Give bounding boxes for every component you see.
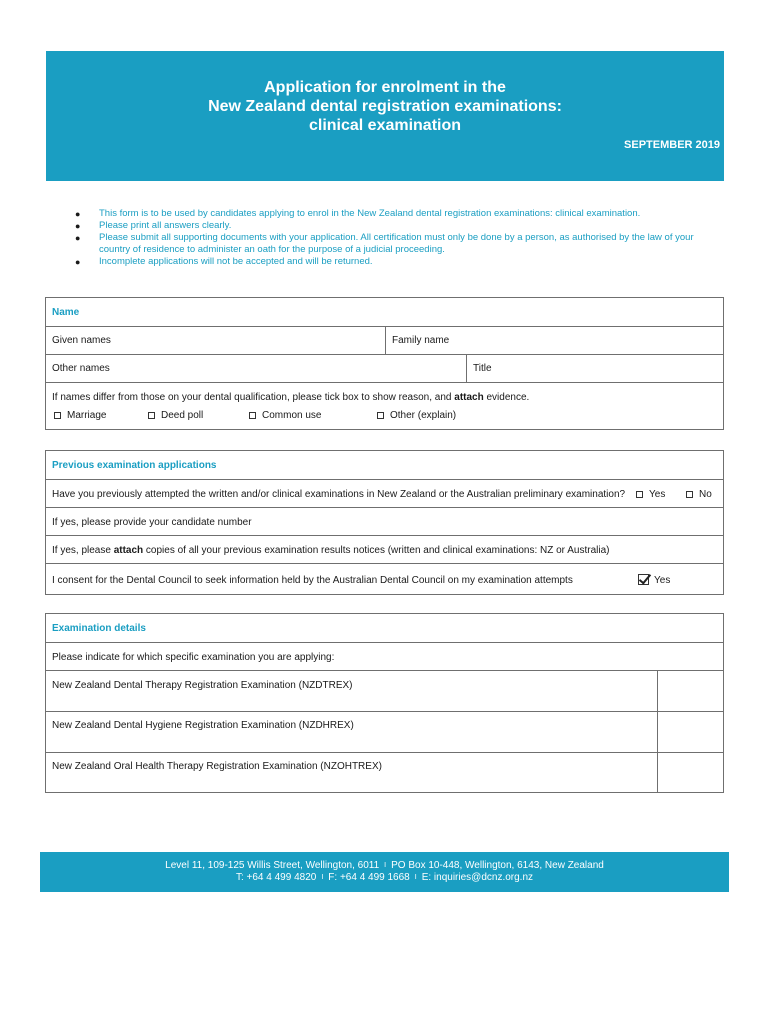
- name-row: [46, 326, 723, 354]
- section-heading: Name: [52, 306, 80, 318]
- previous-exam-section: [45, 450, 724, 595]
- instruction-item: ● Incomplete applications will not be accepted and will be returned.: [75, 256, 373, 267]
- nzdtrex-select-box[interactable]: [658, 671, 723, 711]
- nzdhrex-select-box[interactable]: [658, 712, 723, 752]
- attempted-row: [46, 479, 723, 507]
- other-names-field[interactable]: Other names: [52, 363, 110, 374]
- title-field[interactable]: Title: [473, 363, 492, 374]
- footer-address-line: Level 11, 109-125 Willis Street, Wellington, 6011 I PO Box 10-448, Wellington, 6143, New Zealand: [165, 860, 604, 871]
- form-date: SEPTEMBER 2019: [624, 139, 720, 151]
- bullet-icon: ●: [75, 257, 81, 267]
- candidate-number-label: If yes, please provide your candidate number: [52, 517, 252, 528]
- attempted-question: Have you previously attempted the written and/or clinical examinations in New Zealand or the Australian preliminary examination?: [52, 489, 626, 500]
- instruction-item: ● Please print all answers clearly.: [75, 220, 232, 231]
- other-names-row: [46, 354, 723, 382]
- attach-row: [46, 535, 723, 563]
- consent-yes-checkbox[interactable]: Yes: [638, 574, 670, 586]
- footer-contact-line: T: +64 4 499 4820 I F: +64 4 499 1668 I E: inquiries@dcnz.org.nz: [235, 872, 534, 883]
- attempted-no-checkbox[interactable]: No: [686, 489, 712, 500]
- bullet-icon: ●: [75, 221, 81, 231]
- footer-banner: [40, 852, 729, 892]
- name-differ-text: If names differ from those on your dental qualification, please tick box to show reason, and attach evidence.: [52, 392, 530, 403]
- exam-row: [46, 670, 723, 711]
- footer-email[interactable]: E: inquiries@dcnz.org.nz: [421, 872, 534, 883]
- other-explain-checkbox[interactable]: Other (explain): [377, 410, 456, 421]
- checkbox-icon: [636, 491, 643, 498]
- exam-details-section: [45, 613, 724, 793]
- exam-label: New Zealand Dental Hygiene Registration Examination (NZDHREX): [52, 720, 354, 731]
- exam-label: New Zealand Dental Therapy Registration Examination (NZDTREX): [52, 680, 353, 691]
- candidate-number-row[interactable]: [46, 507, 723, 535]
- form-title: [46, 78, 724, 135]
- exam-row: [46, 752, 723, 792]
- instructions-list: [75, 208, 718, 268]
- exam-label: New Zealand Oral Health Therapy Registration Examination (NZOHTREX): [52, 761, 382, 772]
- exam-row: [46, 711, 723, 752]
- deed-poll-checkbox[interactable]: Deed poll: [148, 410, 203, 421]
- name-differ-row: [46, 382, 723, 429]
- header-banner: [46, 51, 724, 181]
- nzohtrex-select-box[interactable]: [658, 753, 723, 792]
- checkbox-icon: [54, 412, 61, 419]
- bullet-icon: ●: [75, 233, 81, 243]
- bullet-icon: ●: [75, 209, 81, 219]
- consent-row: [46, 563, 723, 594]
- attempted-yes-checkbox[interactable]: Yes: [636, 489, 665, 500]
- indicate-text: Please indicate for which specific examination you are applying:: [52, 652, 335, 663]
- instruction-item: ● Please submit all supporting documents with your application. All certification must only be done by a person, as authorised by the law of your country of residence to administer an oath for the purpose of a judicial proceeding.: [75, 232, 694, 255]
- checkbox-icon: [249, 412, 256, 419]
- attach-text: If yes, please attach copies of all your previous examination results notices (written and clinical examinations: NZ or Australia): [52, 545, 610, 556]
- consent-text: I consent for the Dental Council to seek information held by the Australian Dental Council on my examination attempts: [52, 575, 573, 586]
- checkmark-icon: [638, 574, 649, 585]
- checkbox-icon: [686, 491, 693, 498]
- checkbox-icon: [148, 412, 155, 419]
- title-line: clinical examination: [308, 117, 462, 134]
- indicate-row: [46, 642, 723, 670]
- family-name-field[interactable]: Family name: [392, 335, 450, 346]
- section-heading: Previous examination applications: [52, 459, 217, 471]
- instruction-item: ● This form is to be used by candidates applying to enrol in the New Zealand dental registration examinations: clinical examination.: [75, 208, 641, 219]
- marriage-checkbox[interactable]: Marriage: [54, 410, 106, 421]
- section-heading: Examination details: [52, 622, 146, 634]
- title-line: Application for enrolment in the: [264, 79, 506, 96]
- title-line: New Zealand dental registration examinations:: [208, 98, 562, 115]
- name-section: [45, 297, 724, 430]
- common-use-checkbox[interactable]: Common use: [249, 410, 321, 421]
- checkbox-icon: [377, 412, 384, 419]
- given-names-field[interactable]: Given names: [52, 335, 111, 346]
